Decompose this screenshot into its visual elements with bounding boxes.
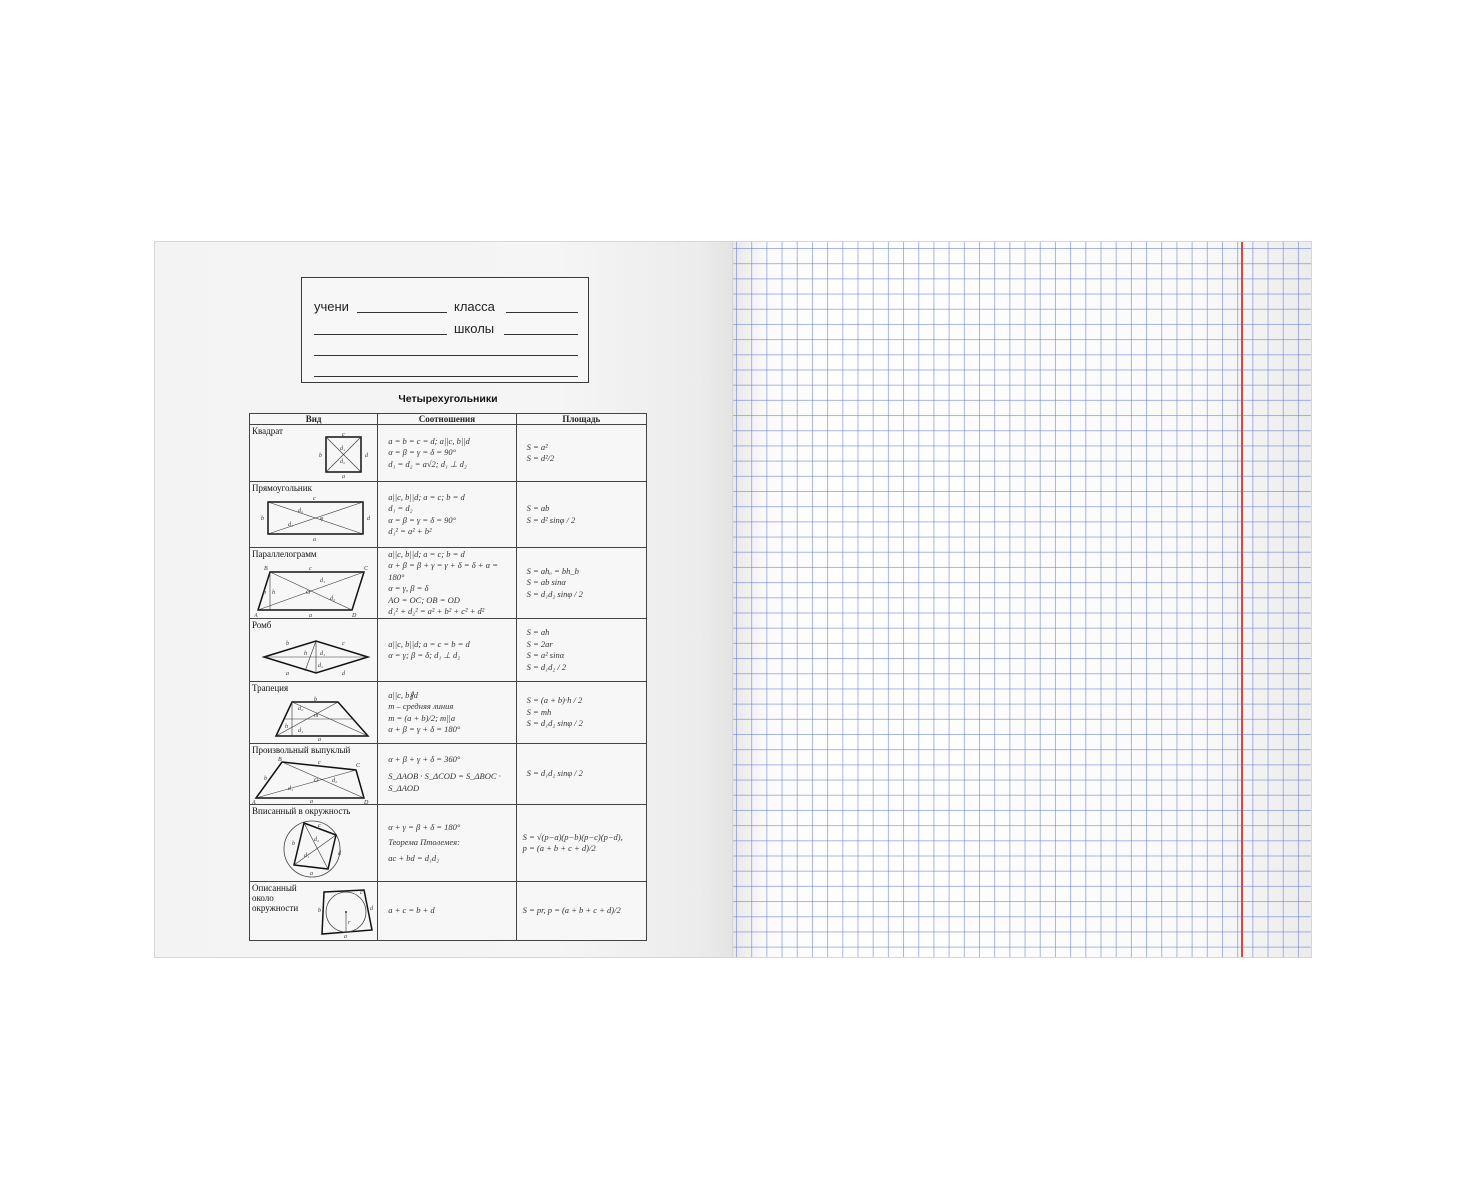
square-grid [733,242,1311,957]
svg-text:a: a [309,613,312,618]
area-formula: S = d²/2 [526,453,555,463]
relation-formula: a||c, b||d; a = c; b = d [388,491,465,502]
relations-cell [378,744,516,805]
shape-name: Квадрат [252,426,283,436]
relation-formula: m = (a + b)/2; m||a [388,712,456,723]
relations-cell [378,805,516,882]
table-row [250,682,647,744]
header-area: Площадь [516,414,646,425]
blank-line [506,312,578,313]
shape-cell [250,744,378,805]
svg-text:d₁: d₁ [320,578,326,584]
blank-line [314,355,578,356]
area-formula: S = d₁d₂ / 2 [526,661,567,672]
svg-text:c: c [309,566,312,572]
graph-paper-page [733,241,1312,958]
svg-text:m: m [314,713,319,719]
trapezoid-figure [270,696,374,742]
relation-formula: Теорема Птолемея: [388,837,460,848]
relations-cell [378,482,516,548]
table-row [250,548,647,619]
svg-text:b: b [314,697,317,703]
area-formula: S = √(p−a)(p−b)(p−c)(p−d), [522,831,623,842]
relation-formula: ac + bd = d₁d₂ [388,852,440,863]
svg-text:d₂: d₂ [298,706,304,712]
svg-text:b: b [319,453,322,459]
notebook-spread [154,241,1312,958]
area-formula: S = (a + b)·h / 2 [526,695,583,706]
relation-formula: d₁ = d₂ [388,503,413,513]
svg-text:D: D [364,800,369,804]
svg-text:d: d [370,906,373,912]
svg-text:d₂: d₂ [298,508,304,514]
svg-text:C: C [364,566,369,572]
area-formula: S = d₁d₂ sinφ / 2 [526,768,583,779]
svg-text:a: a [318,737,321,742]
svg-text:d₁: d₁ [288,786,294,792]
svg-text:d₂: d₂ [330,596,336,602]
area-cell [516,744,646,805]
svg-text:B: B [278,757,282,763]
relations-cell [378,548,516,619]
inner-cover-page [154,241,733,958]
relations-cell [378,425,516,482]
relations-cell [378,882,516,941]
shape-name: Описанный около окружности [252,883,299,913]
shape-name: Трапеция [252,683,289,693]
blank-line [314,334,447,335]
label-school: школы [454,321,495,336]
area-cell [516,682,646,744]
svg-text:c: c [318,760,321,766]
label-row-1 [314,296,576,316]
table-row [250,482,647,548]
area-cell [516,548,646,619]
area-formula: S = ahₐ = bh_b [526,565,579,576]
area-cell [516,425,646,482]
relation-formula: m – средняя линия [388,701,454,711]
shape-cell [250,882,378,941]
relation-formula: α + γ = β + δ = 180° [388,821,461,832]
svg-text:d₂: d₂ [318,663,324,669]
svg-text:O: O [314,778,319,784]
svg-text:b: b [286,641,289,647]
svg-text:d: d [338,851,341,857]
svg-text:d₁: d₁ [304,853,310,859]
inscribed-quadrilateral-figure [280,817,348,879]
relation-formula: α = γ; β = δ; d₁ ⊥ d₂ [388,650,461,660]
svg-text:r: r [348,920,351,926]
area-formula: S = mh [526,706,552,717]
svg-text:b: b [264,776,267,782]
svg-text:h: h [272,590,275,596]
svg-text:a: a [310,871,313,877]
area-formula: S = d² sinφ / 2 [526,514,576,525]
relation-formula: a||c, b||d; a = c; b = d [388,548,465,559]
label-row-4 [314,360,576,380]
header-vid: Вид [250,414,378,425]
relation-formula: d₁² + d₂² = a² + b² + c² + d² [388,606,485,616]
relation-formula: α + β + γ + δ = 360° [388,753,461,764]
relation-formula: S_ΔAOB · S_ΔCOD = S_ΔBOC · S_ΔAOD [388,771,501,793]
svg-text:d₂: d₂ [340,459,346,465]
shape-name: Прямоугольник [252,483,312,493]
svg-text:d₁: d₁ [320,651,326,657]
shape-cell [250,619,378,682]
svg-text:c: c [318,823,321,829]
table-row [250,425,647,482]
area-cell [516,619,646,682]
margin-line [1241,242,1243,957]
quadrilaterals-table [249,413,647,941]
relation-formula: a = b = c = d; a||c, b||d [388,435,470,446]
relation-formula: a + c = b + d [388,905,435,916]
svg-text:O: O [306,590,311,596]
relations-cell [378,682,516,744]
relation-formula: d₁ = d₂ = a√2; d₁ ⊥ d₂ [388,458,467,469]
table-row [250,805,647,882]
svg-text:d₁: d₁ [340,446,346,452]
shape-cell [250,805,378,882]
rectangle-figure [258,494,376,544]
shape-cell [250,482,378,548]
relation-formula: α + β = β + γ = γ + δ = δ + α = 180° [388,560,498,582]
svg-text:b: b [263,590,266,596]
shape-cell [250,548,378,619]
svg-text:c: c [313,496,316,502]
area-cell [516,482,646,548]
label-student: учени [314,299,349,314]
svg-text:c: c [360,890,363,896]
table-header-row [250,414,647,425]
blank-line [504,334,578,335]
area-formula: S = d₁d₂ sinφ / 2 [526,588,583,599]
convex-quadrilateral-figure [252,756,376,804]
shape-name: Вписанный в окружность [252,806,351,816]
svg-text:A: A [254,613,258,618]
area-formula: S = pr, p = (a + b + c + d)/2 [522,905,621,916]
svg-text:a: a [286,671,289,677]
area-cell [516,805,646,882]
svg-text:d₁: d₁ [288,522,294,528]
label-row-3 [314,339,576,359]
shape-name: Параллелограмм [252,549,317,559]
relation-formula: AO = OC; OB = OD [388,594,460,605]
svg-text:d: d [342,671,345,677]
svg-text:c: c [342,433,345,438]
svg-text:b: b [318,908,321,914]
svg-text:h: h [285,724,288,730]
svg-text:a: a [344,934,347,938]
relation-formula: α = γ, β = δ [388,583,429,593]
area-formula: S = ab sinα [526,577,566,588]
relation-formula: a||c, b||d; a = c = b = d [388,638,470,649]
blank-line [357,312,447,313]
svg-text:d₂: d₂ [314,837,320,843]
svg-text:A: A [252,800,256,804]
svg-text:b: b [261,516,264,522]
shape-cell [250,682,378,744]
shape-name: Ромб [252,620,272,630]
svg-text:c: c [342,641,345,647]
area-formula: S = ab [526,503,550,513]
shape-name: Произвольный выпуклый [252,745,351,755]
svg-text:C: C [356,763,361,769]
square-figure [314,433,374,479]
svg-text:d: d [367,516,370,522]
area-formula: S = ah [526,627,550,637]
area-cell [516,882,646,941]
relation-formula: α + β = γ + δ = 180° [388,724,461,734]
relation-formula: α = β = γ = δ = 90° [388,514,457,525]
svg-text:φ: φ [320,516,324,522]
label-row-2 [314,318,576,338]
relations-cell [378,619,516,682]
owner-label-box [301,277,589,383]
table-row [250,619,647,682]
relation-formula: a||c, b∦d [388,689,418,700]
label-class: класса [454,299,495,314]
header-relations: Соотношения [378,414,516,425]
svg-text:a: a [313,537,316,543]
area-formula: p = (a + b + c + d)/2 [522,843,596,853]
svg-text:b: b [292,841,295,847]
svg-text:h: h [304,651,307,657]
parallelogram-figure [254,562,376,618]
svg-text:d₁: d₁ [298,728,304,734]
blank-line [314,376,578,377]
svg-text:D: D [352,613,357,618]
rhombus-figure [260,635,376,679]
table-row [250,744,647,805]
table-row [250,882,647,941]
table-title: Четырехугольники [398,393,498,405]
svg-text:B: B [264,566,268,572]
svg-text:d: d [365,453,368,459]
svg-text:d₂: d₂ [332,778,338,784]
relation-formula: α = β = γ = δ = 90° [388,447,457,458]
area-formula: S = d₁d₂ sinφ / 2 [526,718,583,729]
area-formula: S = a² [526,441,548,452]
relation-formula: d₁² = a² + b² [388,526,432,536]
svg-text:a: a [310,799,313,804]
area-formula: S = 2ar [526,638,553,649]
circumscribed-quadrilateral-figure [314,886,376,938]
shape-cell [250,425,378,482]
area-formula: S = a² sinα [526,650,565,660]
svg-text:a: a [342,474,345,479]
